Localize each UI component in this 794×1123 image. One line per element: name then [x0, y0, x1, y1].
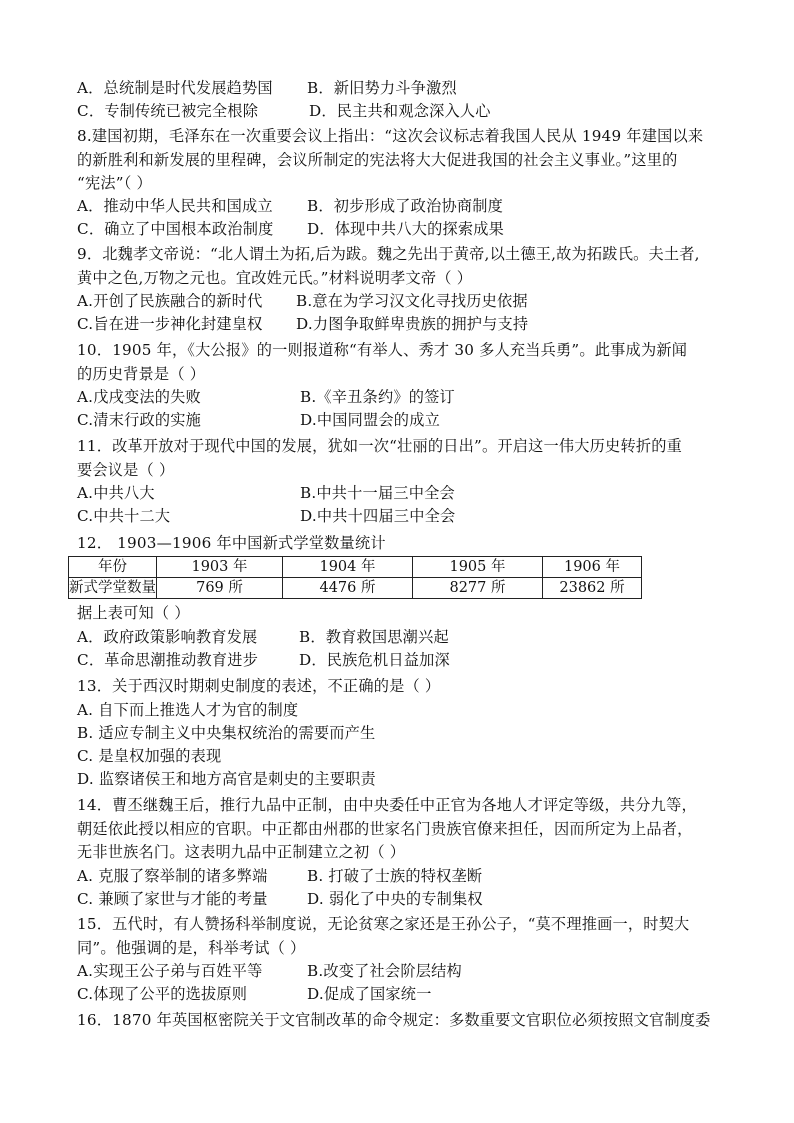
table-header-cell: 1906 年: [543, 557, 642, 578]
q9-option-d: D.力图争取鲜卑贵族的拥护与支持: [296, 315, 529, 333]
q11-stem-line-2: 要会议是（ ）: [77, 461, 175, 479]
q12-options-row-1: [77, 627, 449, 647]
table-cell: 4476 所: [283, 578, 413, 599]
q11-option-b: B.中共十一届三中全会: [300, 484, 455, 502]
q14-option-a: A. 克服了察举制的诸多弊端: [77, 867, 268, 885]
q15-option-c: C.体现了公平的选拔原则: [77, 985, 248, 1003]
table-header-cell: 1903 年: [157, 557, 283, 578]
q15-options-row-2: [77, 984, 432, 1004]
q9-option-b: B.意在为学习汉文化寻找历史依据: [296, 292, 528, 310]
q8-options-row-2: [77, 219, 505, 239]
q9-stem-line-1: 9．北魏孝文帝说：“北人谓土为拓,后为跋。魏之先出于黄帝,以土德王,故为拓跋氏。夫土者,: [77, 245, 700, 263]
q14-option-d: D. 弱化了中央的专制集权: [307, 890, 483, 908]
q9-options-row-1: [77, 291, 528, 311]
q13-option-d: D. 监察诸侯王和地方高官是刺史的主要职责: [77, 770, 376, 788]
q8-stem-line-1: 8.建国初期，毛泽东在一次重要会议上指出：“这次会议标志着我国人民从 1949 年建国以来: [77, 127, 704, 145]
q7-option-c: C．专制传统已被完全根除: [77, 102, 259, 120]
q8-stem-line-3: “宪法”（ ）: [77, 174, 152, 192]
q10-option-c: C.清末行政的实施: [77, 411, 202, 429]
q9-stem-line-2: 黄中之色,万物之元也。宜改姓元氏。”材料说明孝文帝（ ）: [77, 269, 473, 287]
q11-options-row-1: [77, 483, 455, 503]
q10-option-d: D.中国同盟会的成立: [300, 411, 440, 429]
q11-options-row-2: [77, 506, 456, 526]
q7-option-b: B．新旧势力斗争激烈: [307, 79, 457, 97]
q10-stem-line-1: 10．1905 年，《大公报》的一则报道称“有举人、秀才 30 多人充当兵勇”。此事成为新闻: [77, 341, 688, 359]
q9-option-c: C.旨在进一步神化封建皇权: [77, 315, 263, 333]
table-header-cell: 1904 年: [283, 557, 413, 578]
q7-option-a: A．总统制是时代发展趋势国: [77, 79, 273, 97]
q14-stem-line-2: 朝廷依此授以相应的官职。中正都由州郡的世家名门贵族官僚来担任，因而所定为上品者，: [77, 820, 693, 838]
q13-option-c: C. 是皇权加强的表现: [77, 747, 222, 765]
q12-question-line: 据上表可知（ ）: [77, 604, 190, 622]
q13-option-b: B. 适应专制主义中央集权统治的需要而产生: [77, 724, 376, 742]
q8-options-row-1: [77, 196, 504, 216]
table-cell: 8277 所: [413, 578, 543, 599]
q12-table-caption: 12． 1903—1906 年中国新式学堂数量统计: [77, 534, 386, 552]
q11-option-c: C.中共十二大: [77, 507, 171, 525]
q13-stem: 13．关于西汉时期刺史制度的表述，不正确的是（ ）: [77, 677, 441, 695]
q10-stem-line-2: 的历史背景是（ ）: [77, 365, 206, 383]
q8-option-d: D．体现中共八大的探索成果: [307, 220, 505, 238]
q10-option-b: B.《辛丑条约》的签订: [300, 388, 455, 406]
q12-option-a: A．政府政策影响教育发展: [77, 628, 258, 646]
q8-option-a: A．推动中华人民共和国成立: [77, 197, 273, 215]
q14-option-b: B. 打破了士族的特权垄断: [307, 867, 483, 885]
q11-option-a: A.中共八大: [77, 484, 155, 502]
q9-options-row-2: [77, 314, 529, 334]
question-7-options-row-2: [77, 101, 491, 121]
q8-option-b: B．初步形成了政治协商制度: [307, 197, 504, 215]
q10-option-a: A.戊戌变法的失败: [77, 388, 201, 406]
q15-option-b: B.改变了社会阶层结构: [307, 962, 462, 980]
q14-options-row-2: [77, 889, 483, 909]
q9-option-a: A.开创了民族融合的新时代: [77, 292, 263, 310]
q12-options-row-2: [77, 650, 450, 670]
question-7-options-row-1: [77, 78, 457, 98]
q13-option-a: A. 自下而上推选人才为官的制度: [77, 701, 299, 719]
q12-option-d: D．民族危机日益加深: [299, 651, 450, 669]
q10-options-row-1: [77, 387, 455, 407]
q15-option-a: A.实现王公子弟与百姓平等: [77, 962, 263, 980]
q8-option-c: C．确立了中国根本政治制度: [77, 220, 274, 238]
q14-stem-line-1: 14．曹丕继魏王后，推行九品中正制，由中央委任中正官为各地人才评定等级，共分九等，: [77, 796, 697, 814]
q12-option-b: B．教育救国思潮兴起: [299, 628, 449, 646]
table-row: [69, 578, 642, 599]
table-header-cell: 年份: [69, 557, 157, 578]
q7-option-d: D．民主共和观念深入人心: [309, 102, 491, 120]
q12-data-table: [68, 556, 642, 599]
q14-options-row-1: [77, 866, 483, 886]
q15-stem-line-1: 15．五代时，有人赞扬科举制度说，无论贫寒之家还是王孙公子，“莫不理推画一，时契大: [77, 915, 690, 933]
q14-option-c: C. 兼顾了家世与才能的考量: [77, 890, 268, 908]
q15-option-d: D.促成了国家统一: [307, 985, 432, 1003]
q11-option-d: D.中共十四届三中全会: [300, 507, 456, 525]
q10-options-row-2: [77, 410, 440, 430]
table-header-cell: 1905 年: [413, 557, 543, 578]
table-cell: 新式学堂数量: [69, 578, 157, 599]
table-row: [69, 557, 642, 578]
q11-stem-line-1: 11．改革开放对于现代中国的发展，犹如一次“壮丽的日出”。开启这一伟大历史转折的重: [77, 437, 682, 455]
q14-stem-line-3: 无非世族名门。这表明九品中正制建立之初（ ）: [77, 843, 406, 861]
q16-stem-line-1: 16．1870 年英国枢密院关于文官制改革的命令规定：多数重要文官职位必须按照文官制度委: [77, 1011, 711, 1029]
table-cell: 769 所: [157, 578, 283, 599]
q15-stem-line-2: 同”。他强调的是，科举考试（ ）: [77, 939, 306, 957]
q15-options-row-1: [77, 961, 462, 981]
q8-stem-line-2: 的新胜利和新发展的里程碑，会议所制定的宪法将大大促进我国的社会主义事业。”这里的: [77, 151, 678, 169]
table-cell: 23862 所: [543, 578, 642, 599]
q12-option-c: C．革命思潮推动教育进步: [77, 651, 259, 669]
